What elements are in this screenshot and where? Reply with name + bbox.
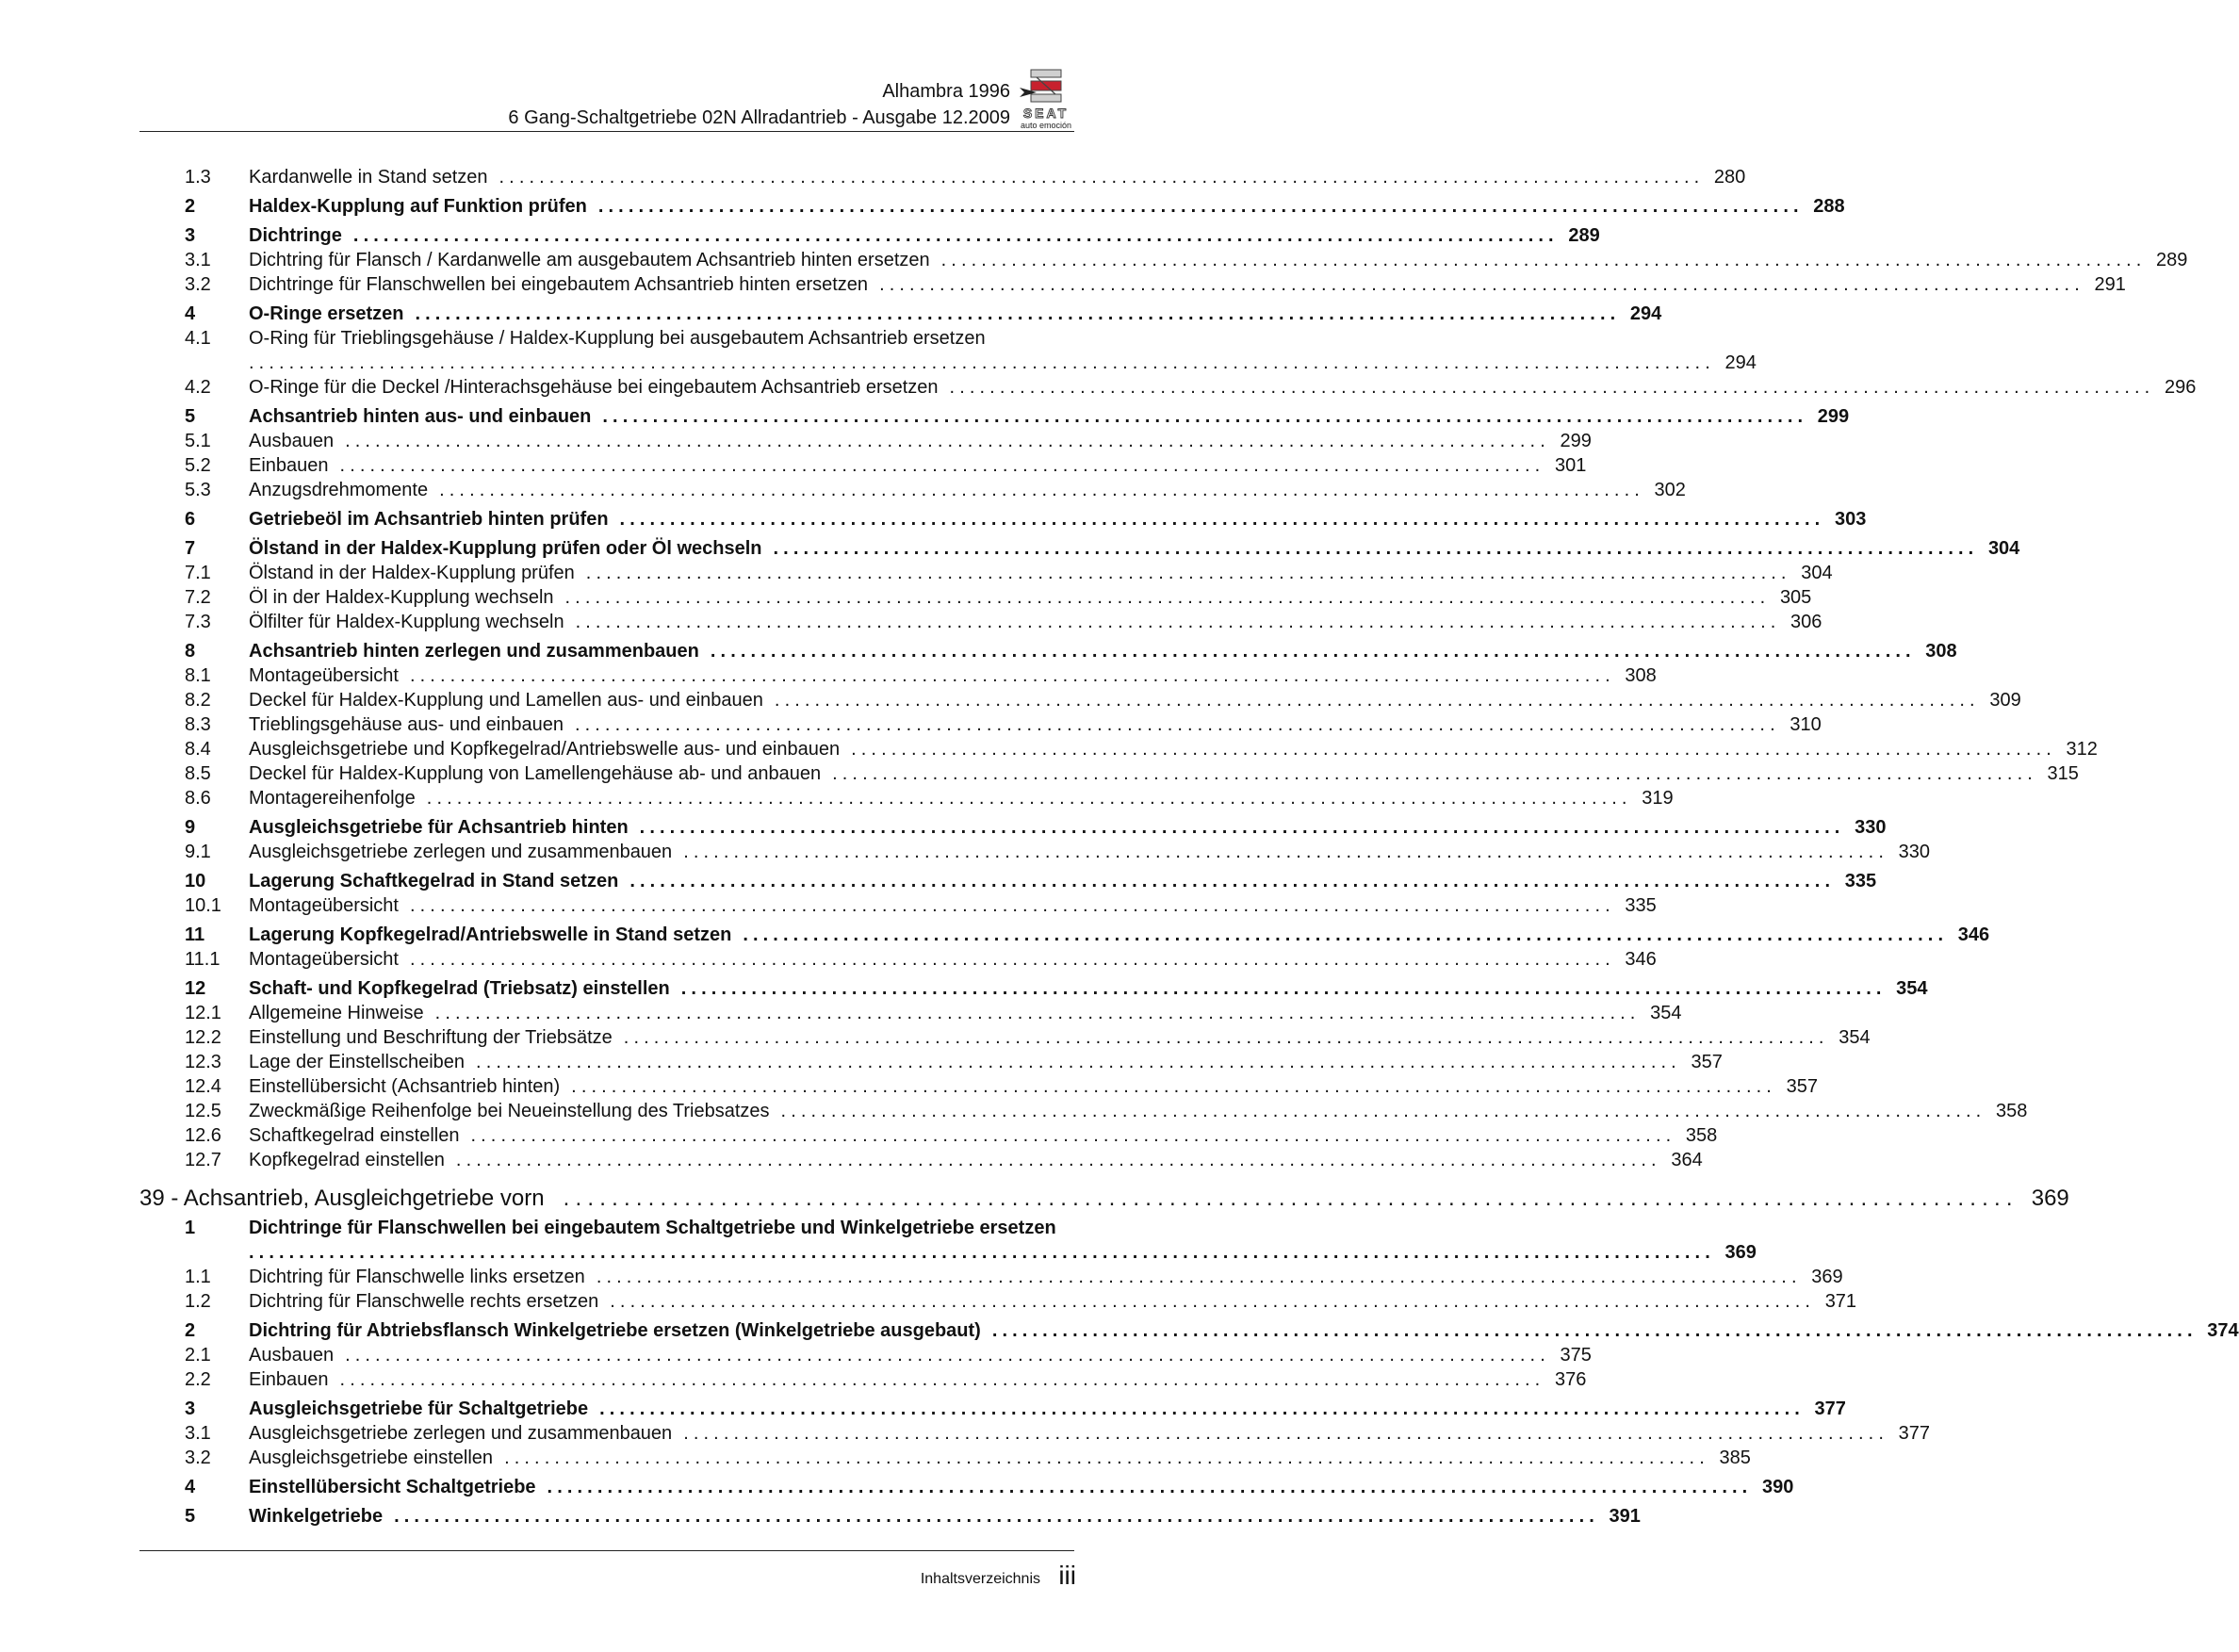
toc-entry[interactable]: 7.1 Ölstand in der Haldex-Kupplung prüfen ........................................................................................................................ 304	[185, 563, 1833, 583]
leader-dots: ........................................................................................................................	[773, 538, 1979, 559]
logo-wordmark: SEAT	[1022, 106, 1070, 121]
leader-dots: ........................................................................................................................	[575, 612, 1781, 632]
leader-dots: ........................................................................................................................	[409, 895, 1615, 916]
toc-entry[interactable]: 2.2 Einbauen ........................................................................................................................ 376	[185, 1369, 1587, 1390]
leader-dots: ........................................................................................................................	[476, 1052, 1681, 1072]
seat-logo	[1012, 68, 1080, 130]
leader-dots: ........................................................................................................................	[455, 1150, 1661, 1170]
toc-entry[interactable]: 3.2 Dichtringe für Flanschwellen bei eingebautem Achsantrieb hinten ersetzen ........................................................................................................................ 291	[185, 274, 2126, 295]
leader-dots: ........................................................................................................................	[434, 1003, 1641, 1023]
toc-entry[interactable]: 12.6 Schaftkegelrad einstellen ........................................................................................................................ 358	[185, 1125, 1718, 1146]
leader-dots: ........................................................................................................................	[774, 690, 1980, 711]
leader-dots: ........................................................................................................................	[564, 587, 1771, 608]
toc-entry[interactable]: 4 Einstellübersicht Schaltgetriebe ........................................................................................................................ 390	[185, 1477, 1794, 1497]
toc-entry[interactable]: 8.2 Deckel für Haldex-Kupplung und Lamellen aus- und einbauen ........................................................................................................................ 309	[185, 690, 2021, 711]
toc-entry[interactable]: 2.1 Ausbauen ........................................................................................................................ 375	[185, 1345, 1592, 1366]
leader-dots: ........................................................................................................................	[394, 1506, 1599, 1527]
leader-dots: ........................................................................................................................	[574, 714, 1780, 735]
header-subtitle: 6 Gang-Schaltgetriebe 02N Allradantrieb - Ausgabe 12.2009	[508, 107, 1010, 128]
footer-section-label: Inhaltsverzeichnis	[920, 1571, 1040, 1587]
toc-entry[interactable]: 6 Getriebeöl im Achsantrieb hinten prüfen ........................................................................................................................ 303	[185, 509, 1867, 530]
toc-entry[interactable]: 12.4 Einstellübersicht (Achsantrieb hinten) ........................................................................................................................ 357	[185, 1076, 1818, 1097]
toc-entry[interactable]: 8 Achsantrieb hinten zerlegen und zusammenbauen ........................................................................................................................ 308	[185, 641, 1957, 662]
leader-dots: ........................................................................................................................	[940, 250, 2147, 270]
toc-entry[interactable]: 8.1 Montageübersicht ........................................................................................................................ 308	[185, 665, 1657, 686]
leader-dots: ........................................................................................................................	[498, 167, 1705, 188]
header-title: Alhambra 1996	[882, 81, 1010, 102]
toc-entry[interactable]: 5 Achsantrieb hinten aus- und einbauen ........................................................................................................................ 299	[185, 406, 1850, 427]
leader-dots: ........................................................................................................................	[597, 196, 1804, 217]
leader-dots: ........................................................................................................................	[439, 480, 1644, 500]
leader-dots: ........................................................................................................................	[683, 1423, 1888, 1444]
leader-dots: ........................................................................................................................	[504, 1448, 1709, 1468]
toc-entry[interactable]: 3 Ausgleichsgetriebe für Schaltgetriebe ........................................................................................................................ 377	[185, 1398, 1846, 1419]
leader-dots: ........................................................................................................................	[339, 1369, 1545, 1390]
leader-dots: ........................................................................................................................	[619, 509, 1825, 530]
footer-divider	[139, 1550, 1074, 1551]
toc-entry[interactable]: 2 Haldex-Kupplung auf Funktion prüfen ........................................................................................................................ 288	[185, 196, 1845, 217]
leader-dots: ........................................................................................................................	[345, 1345, 1550, 1366]
leader-dots: ........................................................................................................................	[352, 225, 1559, 246]
toc-entry[interactable]: 7.3 Ölfilter für Haldex-Kupplung wechseln ........................................................................................................................ 306	[185, 612, 1822, 632]
toc-entry[interactable]: 1 Dichtringe für Flanschwellen bei eingebautem Schaltgetriebe und Winkelgetriebe ersetzen .................................................................................................................................................. 369	[185, 1218, 1757, 1263]
footer-page-number: iii	[1058, 1561, 1076, 1590]
toc-entry[interactable]: 8.6 Montagereihenfolge ........................................................................................................................ 319	[185, 788, 1674, 809]
toc-entry[interactable]: 12.3 Lage der Einstellscheiben ........................................................................................................................ 357	[185, 1052, 1723, 1072]
header-divider	[139, 131, 1074, 132]
leader-dots: ........................................................................................................................	[780, 1101, 1986, 1121]
toc-entry[interactable]: 5.2 Einbauen ........................................................................................................................ 301	[185, 455, 1587, 476]
toc-entry[interactable]: 7.2 Öl in der Haldex-Kupplung wechseln ........................................................................................................................ 305	[185, 587, 1812, 608]
toc-entry[interactable]: 11.1 Montageübersicht ........................................................................................................................ 346	[185, 949, 1657, 970]
toc-entry[interactable]: 4.2 O-Ringe für die Deckel /Hinterachsgehäuse bei eingebautem Achsantrieb ersetzen ........................................................................................................................ 296	[185, 377, 2197, 398]
leader-dots: ........................................................................................................................	[743, 924, 1949, 945]
leader-dots: ........................................................................................................................	[339, 455, 1545, 476]
leader-dots: ........................................................................................................................	[571, 1076, 1776, 1097]
leader-dots: ........................................................................................................................	[547, 1477, 1753, 1497]
seat-logo-icon	[1027, 68, 1065, 104]
leader-dots: ........................................................................................................................	[470, 1125, 1676, 1146]
toc-entry[interactable]: 11 Lagerung Kopfkegelrad/Antriebswelle in Stand setzen ........................................................................................................................ 346	[185, 924, 1990, 945]
leader-dots: ........................................................................................................................	[851, 739, 2056, 760]
leader-dots: ........................................................................................................................	[602, 406, 1808, 427]
toc-entry[interactable]: 7 Ölstand in der Haldex-Kupplung prüfen oder Öl wechseln ........................................................................................................................ 304	[185, 538, 2020, 559]
toc-entry[interactable]: 4.1 O-Ring für Trieblingsgehäuse / Haldex-Kupplung bei ausgebautem Achsantrieb ersetzen .................................................................................................................................................. 294	[185, 328, 1757, 373]
leader-dots: ........................................................................................................................	[879, 274, 2084, 295]
toc-entry[interactable]: 8.3 Trieblingsgehäuse aus- und einbauen ........................................................................................................................ 310	[185, 714, 1822, 735]
toc-entry[interactable]: 10 Lagerung Schaftkegelrad in Stand setzen ........................................................................................................................ 335	[185, 871, 1877, 891]
leader-dots: ........................................................................................................................	[599, 1398, 1805, 1419]
leader-dots: ........................................................................................................................	[680, 978, 1887, 999]
leader-dots: ........................................................................................................................	[409, 949, 1615, 970]
toc-entry[interactable]: 12.1 Allgemeine Hinweise ........................................................................................................................ 354	[185, 1003, 1682, 1023]
leader-dots: ..................................................................................................................................................	[249, 352, 1715, 373]
leader-dots: ........................................................................................................................	[345, 431, 1550, 451]
leader-dots: ........................................................................................................................	[991, 1320, 2198, 1341]
toc-entry[interactable]: 8.5 Deckel für Haldex-Kupplung von Lamellengehäuse ab- und anbauen ........................................................................................................................ 315	[185, 763, 2079, 784]
leader-dots: ........................................................................................................................	[629, 871, 1836, 891]
leader-dots: ........................................................................................................................	[610, 1291, 1816, 1312]
toc-entry[interactable]: 1.1 Dichtring für Flanschwelle links ersetzen ........................................................................................................................ 369	[185, 1267, 1843, 1287]
toc-entry[interactable]: 3.1 Dichtring für Flansch / Kardanwelle am ausgebautem Achsantrieb hinten ersetzen ........................................................................................................................ 289	[185, 250, 2188, 270]
toc-entry[interactable]: 2 Dichtring für Abtriebsflansch Winkelgetriebe ersetzen (Winkelgetriebe ausgebaut) ........................................................................................................................ 374	[185, 1320, 2239, 1341]
leader-dots: ........................................................................................................................	[415, 303, 1621, 324]
leader-dots: ........................................................................................................................	[949, 377, 2155, 398]
leader-dots: ........................................................................................................................	[596, 1267, 1802, 1287]
leader-dots: ........................................................................................................................	[639, 817, 1845, 838]
toc-entry[interactable]: 4 O-Ringe ersetzen ........................................................................................................................ 294	[185, 303, 1662, 324]
toc-entry[interactable]: 12.5 Zweckmäßige Reihenfolge bei Neueinstellung des Triebsatzes ........................................................................................................................ 358	[185, 1101, 2028, 1121]
toc-entry[interactable]: 1.2 Dichtring für Flanschwelle rechts ersetzen ........................................................................................................................ 371	[185, 1291, 1857, 1312]
leader-dots: ..................................................................................................................................................	[249, 1242, 1715, 1263]
toc-entry[interactable]: 5 Winkelgetriebe ........................................................................................................................ 391	[185, 1506, 1641, 1527]
page-header	[0, 0, 1169, 137]
leader-dots: ........................................................................................................................	[426, 788, 1632, 809]
toc-entry[interactable]: 12.7 Kopfkegelrad einstellen ........................................................................................................................ 364	[185, 1150, 1703, 1170]
leader-dots: ........................................................................................................................	[623, 1027, 1829, 1048]
toc-chapter[interactable]: 39 - Achsantrieb, Ausgleichgetriebe vorn ........................................................................................................................ 369	[139, 1184, 1029, 1214]
toc-entry[interactable]: 10.1 Montageübersicht ........................................................................................................................ 335	[185, 895, 1657, 916]
toc-entry[interactable]: 9.1 Ausgleichsgetriebe zerlegen und zusammenbauen ........................................................................................................................ 330	[185, 842, 1930, 862]
toc-entry[interactable]: 12 Schaft- und Kopfkegelrad (Triebsatz) einstellen ........................................................................................................................ 354	[185, 978, 1928, 999]
logo-tagline: auto emoción	[1020, 121, 1072, 130]
toc-entry[interactable]: 12.2 Einstellung und Beschriftung der Triebsätze ........................................................................................................................ 354	[185, 1027, 1871, 1048]
toc-entry[interactable]: 1.3 Kardanwelle in Stand setzen ........................................................................................................................ 280	[185, 167, 1746, 188]
toc-entry[interactable]: 3.1 Ausgleichsgetriebe zerlegen und zusammenbauen ........................................................................................................................ 377	[185, 1423, 1930, 1444]
toc-entry[interactable]: 9 Ausgleichsgetriebe für Achsantrieb hinten ........................................................................................................................ 330	[185, 817, 1887, 838]
toc-entry[interactable]: 5.1 Ausbauen ........................................................................................................................ 299	[185, 431, 1592, 451]
toc-entry[interactable]: 5.3 Anzugsdrehmomente ........................................................................................................................ 302	[185, 480, 1686, 500]
leader-dots: ........................................................................................................................	[563, 1186, 2018, 1211]
leader-dots: ........................................................................................................................	[832, 763, 2037, 784]
leader-dots: ........................................................................................................................	[683, 842, 1888, 862]
toc-entry[interactable]: 3 Dichtringe ........................................................................................................................ 289	[185, 225, 1600, 246]
toc-entry[interactable]: 8.4 Ausgleichsgetriebe und Kopfkegelrad/Antriebswelle aus- und einbauen ........................................................................................................................ 312	[185, 739, 2098, 760]
leader-dots: ........................................................................................................................	[409, 665, 1615, 686]
leader-dots: ........................................................................................................................	[710, 641, 1916, 662]
leader-dots: ........................................................................................................................	[585, 563, 1791, 583]
toc-entry[interactable]: 3.2 Ausgleichsgetriebe einstellen ........................................................................................................................ 385	[185, 1448, 1751, 1468]
